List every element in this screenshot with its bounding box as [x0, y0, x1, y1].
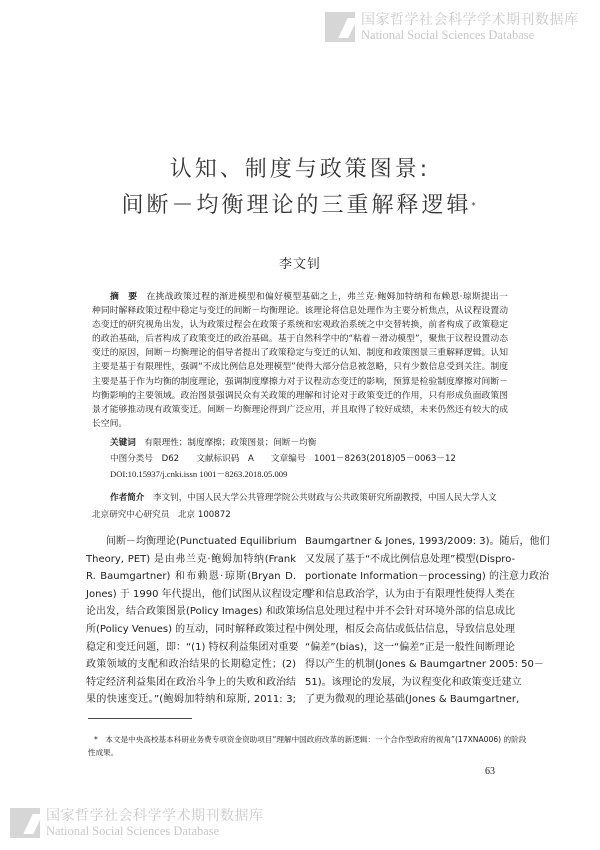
keywords-value: 有限理性；制度摩擦；政策图景；间断－均衡 [144, 438, 317, 448]
body-line: 间断－均衡理论(Punctuated Equilibrium [106, 536, 297, 547]
author-bio: 作者简介 李文钊，中国人民大学公共管理学院公共财政与公共政策研究所副教授，中国人民大学人文 [110, 493, 497, 503]
abstract-line: 景才能够推动现有政策变迁。间断－均衡理论得到广泛应用，并且取得了较好成绩，未来仍然还有较大的成 [92, 404, 508, 415]
body-line: 得以产生的机制(Jones & Baumgartner 2005: 50－ [305, 659, 544, 671]
watermark-cn: 国家哲学社会科学学术期刊数据库 [46, 808, 264, 824]
page-number: 63 [485, 766, 495, 777]
body-line: R. Baumgartner) 和布赖恩·琼斯(Bryan D. [86, 571, 296, 583]
body-line: 学和信息政治学，认为由于有限理性使得人类在 [305, 588, 515, 600]
watermark-bottom [10, 808, 264, 838]
body-line: portionate Information－processing) 的注意力政治 [305, 571, 549, 583]
author-bio-line2: 北京研究中心研究员 北京 100872 [92, 510, 231, 520]
watermark-en: National Social Sciences Database [361, 28, 535, 42]
keywords [110, 438, 316, 449]
body-line: 又发展了基于“不成比例信息处理”模型(Dispro- [305, 553, 516, 565]
body-line: 信息处理过程中并不会针对环境外部的信息成比 [305, 606, 515, 618]
abstract-line: 的政治基础，后者构成了政策变迁的政治基础。基于自然科学中的“粘着－滑动模型”，聚焦于议程设置动态 [92, 334, 508, 345]
footnote-divider [88, 718, 192, 719]
abstract-line: 均衡影响的主要领域。政治图景强调民众有关政策的理解和讨论对于政策变迁的作用，只有形成负面政策图 [92, 390, 508, 401]
abstract-line: 种同时解释政策过程中稳定与变迁的间断－均衡理论。该理论将信息处理作为主要分析焦点，从议程设置动 [92, 306, 508, 317]
database-logo-icon [10, 808, 40, 838]
abstract-label: 摘 要 [110, 292, 138, 302]
author: 李文钊 [278, 257, 321, 272]
body-line: 政策领域的支配和政治结果的长期稳定性；(2) [86, 659, 296, 671]
title-line-2 [0, 192, 600, 220]
watermark-top [325, 12, 579, 42]
title-text: 间断－均衡理论的三重解释逻辑 [121, 193, 472, 218]
footnote-line2: 性成果。 [88, 748, 119, 757]
abstract-line [92, 290, 508, 304]
abstract [92, 290, 508, 431]
body-line: Baumgartner & Jones, 1993/2009: 3)。随后，他们 [305, 536, 550, 547]
body-line: 了更为微观的理论基础(Jones & Baumgartner, [305, 694, 520, 706]
body-line: 特定经济利益集团在政治斗争上的失败和政治结 [86, 676, 296, 688]
body-line: 论出发，结合政策图景(Policy Images) 和政策场 [86, 606, 306, 618]
database-logo-icon [325, 12, 355, 42]
footnote [88, 733, 527, 759]
doi[interactable]: DOI:10.15937/j.cnki.issn 1001－8263.2018.05.009 [110, 469, 288, 479]
abstract-line-text: 在挑战政策过程的渐进模型和偏好模型基础之上，弗兰克·鲍姆加特纳和布赖恩·琼斯提出一 [146, 292, 508, 302]
footnote-line1: * 本文是中央高校基本科研业务费专项资金资助项目“理解中国政府改革的新逻辑：一个合作型政府的视角”(17XNA006) 的阶段 [94, 735, 527, 744]
abstract-line: 主要是基于有限理性，强调“不成比例信息处理模型”使得大部分信息被忽略，只有少数信息受到关注。制度 [92, 362, 508, 373]
title-footnote-mark[interactable]: * [471, 201, 479, 210]
body-line: 例处理，相反会高估或低估信息，导致信息处理 [305, 623, 515, 635]
title-line-1: 认知、制度与政策图景: [169, 157, 431, 182]
abstract-line: 态变迁的研究视角出发，认为政策过程会在政策子系统和宏观政治系统之中交替转换，前者构成了政策稳定 [92, 320, 508, 331]
abstract-line: 变迁的原因，间断－均衡理论的倡导者提出了政策稳定与变迁的认知、制度和政策图景三重解释逻辑。认知 [92, 348, 508, 359]
keywords-label: 关键词 [110, 438, 136, 448]
body-line: 所(Policy Venues) 的互动，同时解释政策过程中 [86, 623, 306, 635]
body-line: 51)。该理论的发展，为议程变化和政策变迁建立 [305, 676, 522, 688]
body-line: “偏差”(bias)，这一“偏差”正是一般性间断理论 [305, 641, 515, 653]
body-left-column [86, 533, 312, 709]
abstract-line: 主要是基于作为均衡的制度理论，强调制度摩擦力对于议程动态变迁的影响，预算是检验制度摩擦对间断－ [92, 376, 508, 387]
body-line: 稳定和变迁问题，即：“(1) 特权利益集团对重要 [86, 641, 299, 653]
body-right-column [305, 533, 550, 709]
abstract-line: 长空间。 [92, 418, 128, 429]
watermark-en: National Social Sciences Database [46, 824, 220, 838]
body-line: 果的快速变迁。”(鲍姆加特纳和琼斯, 2011: 3; [86, 694, 296, 706]
classification: 中图分类号 D62 文献标识码 A 文章编号 1001－8263(2018)05－0063－12 [110, 454, 456, 464]
watermark-cn: 国家哲学社会科学学术期刊数据库 [361, 12, 579, 28]
body-line: Theory, PET) 是由弗兰克·鲍姆加特纳(Frank [86, 553, 296, 565]
body-line: Jones) 于 1990 年代提出，他们试图从议程设定理 [86, 588, 312, 600]
